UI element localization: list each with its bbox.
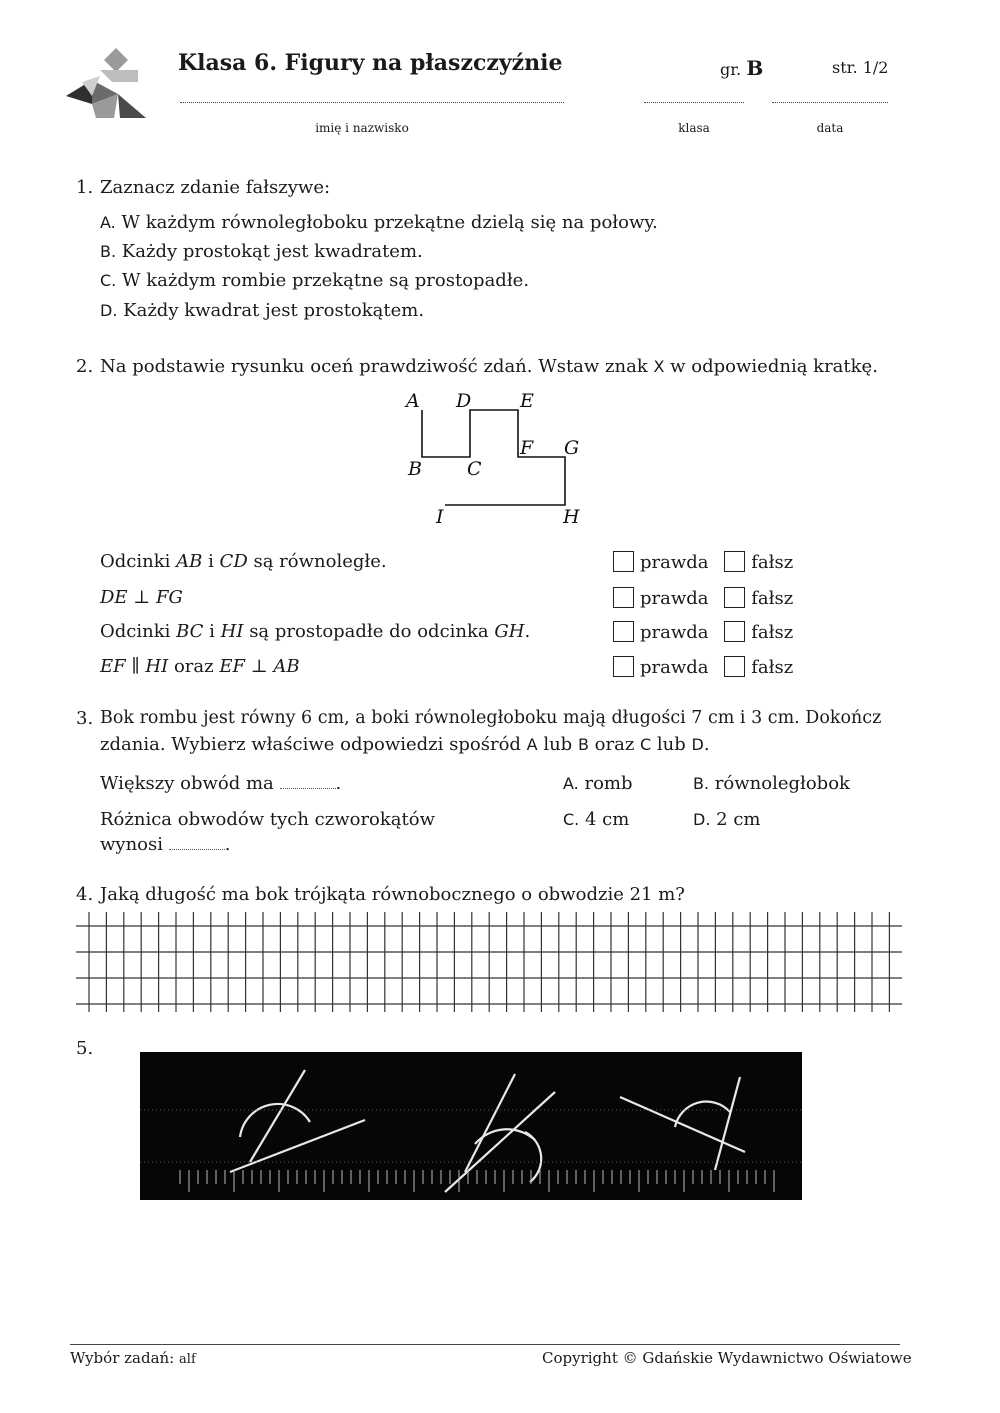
q1-option-b[interactable]: B. Każdy prostokąt jest kwadratem. (100, 241, 423, 262)
q2-text: Na podstawie rysunku oceń prawdziwość zdań. Wstaw znak X w odpowiednią kratkę. (100, 356, 878, 377)
statement-2-answers: prawda fałsz (613, 587, 793, 609)
q1-text: Zaznacz zdanie fałszywe: (100, 177, 331, 198)
q5-number: 5. (76, 1038, 94, 1059)
point-label-g: G (564, 437, 580, 459)
point-label-c: C (467, 458, 482, 480)
q4-text: Jaką długość ma bok trójkąta równobocznego o obwodzie 21 m? (100, 884, 685, 905)
answer-grid[interactable] (76, 912, 902, 1012)
point-label-d: D (456, 390, 472, 412)
q2-number: 2. (76, 356, 94, 377)
class-field[interactable] (644, 102, 744, 103)
answer-blank-1[interactable] (280, 774, 336, 789)
name-field[interactable] (180, 102, 564, 103)
q2-figure (396, 386, 596, 531)
false-checkbox[interactable] (724, 587, 745, 608)
q3-option-a[interactable]: A. romb (563, 773, 633, 794)
q3-option-d[interactable]: D. 2 cm (693, 809, 761, 830)
group-indicator: gr. B (720, 56, 764, 80)
point-label-h: H (563, 506, 580, 528)
q3-option-b[interactable]: B. równoległobok (693, 773, 850, 794)
statement-1-answers: prawda fałsz (613, 551, 793, 573)
true-checkbox[interactable] (613, 621, 634, 642)
false-checkbox[interactable] (724, 551, 745, 572)
protractor-photo (140, 1052, 802, 1200)
footer-rule (70, 1344, 900, 1345)
statement-2: DE ⊥ FG (100, 587, 183, 608)
q3-option-c[interactable]: C. 4 cm (563, 809, 630, 830)
point-label-b: B (408, 458, 422, 480)
q3-sentence-2-line2: wynosi . (100, 834, 231, 855)
q1-number: 1. (76, 177, 94, 198)
true-checkbox[interactable] (613, 587, 634, 608)
figure-staircase-line (422, 410, 565, 505)
page-number: str. 1/2 (832, 58, 889, 77)
q1-option-d[interactable]: D. Każdy kwadrat jest prostokątem. (100, 300, 425, 321)
q1-option-c[interactable]: C. W każdym rombie przekątne są prostopadłe. (100, 270, 530, 291)
q3-sentence-1: Większy obwód ma . (100, 773, 342, 794)
q4-number: 4. (76, 884, 94, 905)
true-checkbox[interactable] (613, 551, 634, 572)
publisher-logo (62, 46, 150, 122)
footer-left: Wybór zadań: alf (70, 1349, 196, 1367)
true-checkbox[interactable] (613, 656, 634, 677)
q3-text-line2: zdania. Wybierz właściwe odpowiedzi spośród A lub B oraz C lub D. (100, 734, 710, 755)
statement-4: EF ∥ HI oraz EF ⊥ AB (100, 656, 300, 677)
statement-3-answers: prawda fałsz (613, 621, 793, 643)
footer-copyright: Copyright © Gdańskie Wydawnictwo Oświatowe (542, 1349, 912, 1367)
false-checkbox[interactable] (724, 621, 745, 642)
point-label-e: E (520, 390, 534, 412)
point-label-a: A (406, 390, 420, 412)
q3-number: 3. (76, 708, 94, 729)
name-label: imię i nazwisko (315, 121, 409, 135)
q3-text-line1: Bok rombu jest równy 6 cm, a boki równoległoboku mają długości 7 cm i 3 cm. Dokończ (100, 708, 882, 728)
statement-3: Odcinki BC i HI są prostopadłe do odcinka GH. (100, 621, 531, 642)
date-field[interactable] (772, 102, 888, 103)
statement-1: Odcinki AB i CD są równoległe. (100, 551, 387, 572)
class-label: klasa (678, 121, 710, 135)
date-label: data (816, 121, 844, 135)
false-checkbox[interactable] (724, 656, 745, 677)
page-title: Klasa 6. Figury na płaszczyźnie (178, 50, 563, 76)
q3-sentence-2-line1: Różnica obwodów tych czworokątów (100, 809, 436, 830)
point-label-i: I (436, 506, 444, 528)
statement-4-answers: prawda fałsz (613, 656, 793, 678)
point-label-f: F (520, 437, 534, 459)
answer-blank-2[interactable] (169, 835, 225, 850)
q1-option-a[interactable]: A. W każdym równoległoboku przekątne dzielą się na połowy. (100, 212, 658, 233)
